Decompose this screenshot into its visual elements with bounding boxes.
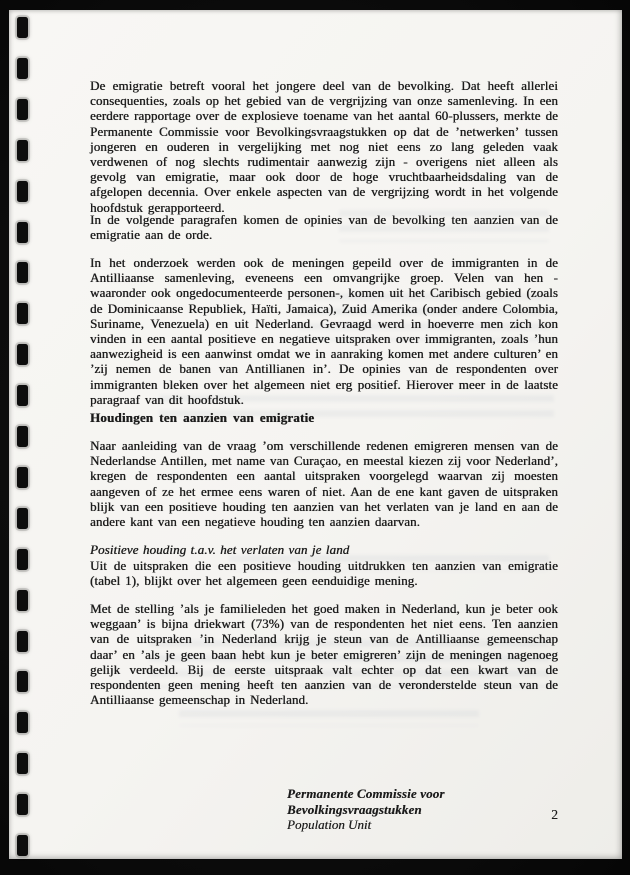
footer-unit: Population Unit (287, 817, 372, 832)
binding-hole (17, 303, 28, 324)
binding-hole (17, 385, 28, 406)
body-paragraph-1: De emigratie betreft vooral het jongere deel van de bevolking. Dat heeft allerlei consequenties, zoals op het gebied van de vergrijzing van onze samenleving. In een eerdere rapportage over de explosieve toename van het aantal 60-plussers, merkte de Permanente Commissie voor Bevolkingsvraagstukken op dat de ’netwerken’ tussen jongeren en ouderen in vergelijking met nog niet eens zo lang geleden vaak verdwenen of nog slechts rudimentair aanwezig zijn - overigens niet alleen als gevolg van emigratie, maar ook door de hoge vruchtbaarheidsdaling van de afgelopen decennia. Over enkele aspecten van de vergrijzing wordt in het volgende hoofdstuk gerapporteerd. (90, 78, 558, 215)
binding-hole (17, 712, 28, 733)
body-paragraph-3: In het onderzoek werden ook de meningen gepeild over de immigranten in de Antilliaanse samenleving, eveneens een omvangrijke groep. Velen van hen - waaronder ook ongedocumenteerde personen-, komen uit het Caribisch gebied (zoals de Dominicaanse Republiek, Haïti, Jamaica), Zuid Amerika (onder andere Colombia, Suriname, Venezuela) en uit Nederland. Gevraagd werd in hoeverre men zich kon vinden in een aantal positieve en negatieve uitspraken over immigranten, zoals ’hun aanwezigheid is een aanwinst omdat we in aanraking komen met andere culturen’ en ’zij nemen de banen van Antillianen in’. De opinies van de respondenten over immigranten bleken over het algemeen niet erg positief. Hierover meer in de laatste paragraaf van dit hoofdstuk. (90, 255, 558, 407)
binding-hole (17, 467, 28, 488)
binding-hole (17, 181, 28, 202)
binding-hole (17, 508, 28, 529)
footer-organization: Permanente Commissie voor Bevolkingsvraagstukken (287, 786, 445, 817)
body-paragraph-2: In de volgende paragrafen komen de opinies van de bevolking ten aanzien van de emigratie aan de orde. (90, 212, 558, 243)
binding-hole (17, 99, 28, 120)
body-paragraph-6: Met de stelling ’als je familieleden het goed maken in Nederland, kun je beter ook weggaan’ is bijna driekwart (73%) van de respondenten het niet eens. Ten aanzien van de uitspraken ’in Nederland krijg je steun van de Antilliaanse gemeenschap daar’ en ’als je geen baan hebt kun je beter emigreren’ zijn de meningen nagenoeg gelijk verdeeld. Bij de eerste uitspraak valt echter op dat een kwart van de respondenten geen mening heeft ten aanzien van de veronderstelde steun van de Antilliaanse gemeenschap in Nederland. (90, 601, 558, 708)
binding-hole (17, 549, 28, 570)
binding-hole (17, 58, 28, 79)
binding-hole (17, 17, 28, 38)
section-heading: Houdingen ten aanzien van emigratie (90, 410, 315, 425)
subsection-heading: Positieve houding t.a.v. het verlaten van je land (90, 542, 350, 557)
binding-hole (17, 222, 28, 243)
binding-hole (17, 590, 28, 611)
binding-hole (17, 426, 28, 447)
binding-hole (17, 671, 28, 692)
page-number: 2 (551, 807, 558, 822)
binding-hole (17, 262, 28, 283)
binding-hole (17, 631, 28, 652)
binding-hole (17, 140, 28, 161)
bleedthrough-ghost (179, 710, 479, 726)
binding-hole (17, 753, 28, 774)
binding-hole (17, 835, 28, 856)
document-page (9, 10, 622, 859)
binding-hole (17, 344, 28, 365)
body-paragraph-4: Naar aanleiding van de vraag ’om verschillende redenen emigreren mensen van de Nederlandse Antillen, met name van Curaçao, en meestal kiezen zij voor Nederland’, kregen de respondenten een aantal uitspraken voorgelegd waarvan zij moesten aangeven of ze het ermee eens waren of niet. Aan de ene kant gaven de uitspraken blijk van een positieve houding ten aanzien van het verlaten van je land en aan de andere kant van een negatieve houding ten aanzien daarvan. (90, 438, 558, 530)
body-paragraph-5: Uit de uitspraken die een positieve houding uitdrukken ten aanzien van emigratie (tabel 1), blijkt over het algemeen geen eenduidige mening. (90, 558, 558, 589)
binding-hole (17, 794, 28, 815)
